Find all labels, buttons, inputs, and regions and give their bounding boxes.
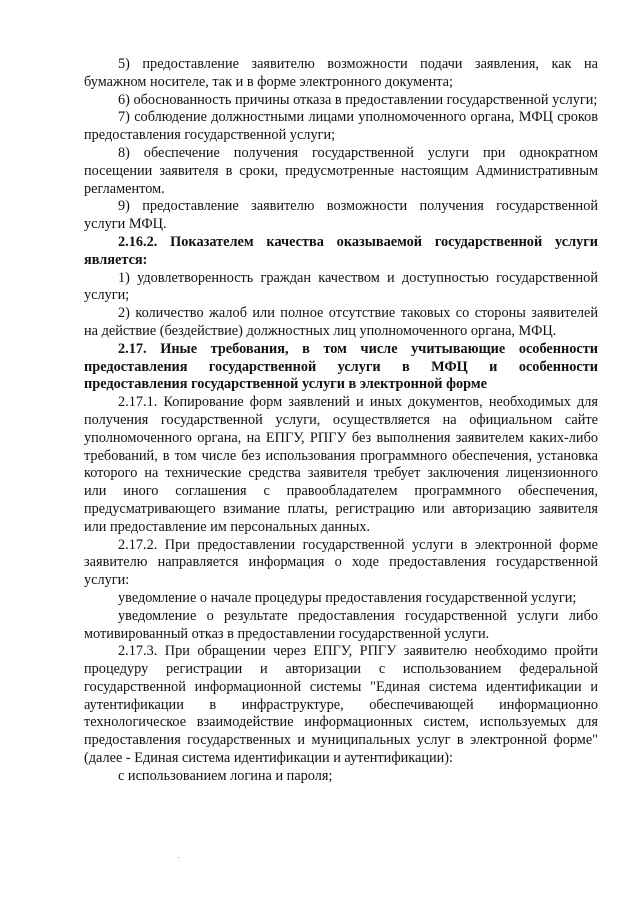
login-password-item: с использованием логина и пароля; <box>118 767 333 784</box>
paragraph-2-17-1: 2.17.1. Копирование форм заявлений и иных документов, необходимых для получения государственной услуги, осуществляется на официальном сайте уполномоченного органа, на ЕПГУ, РПГУ без выполнения заявителем каких-либо требований, в том числе без использования программного обеспечения, установка которого на технические средства заявителя требует заключения лицензионного или иного соглашения с правообладателем программного обеспечения, предусматривающего взимание платы, регистрацию или авторизацию заявителя или предоставление им персональных данных. <box>84 394 598 535</box>
section-heading-2-16-2: 2.16.2. Показателем качества оказываемой государственной услуги является: <box>84 233 598 268</box>
paragraph-2-17-3: 2.17.3. При обращении через ЕПГУ, РПГУ заявителю необходимо пройти процедуру регистрации и авторизации с использованием федеральной государственной информационной системы "Единая система идентификации и аутентификации в инфраструктуре, обеспечивающей информационно технологическое взаимодействие информационных систем, используемых для предоставления государственных и муниципальных услуг в электронной форме" (далее - Единая система идентификации и аутентификации): <box>84 643 598 767</box>
section-heading-2-17: 2.17. Иные требования, в том числе учитывающие особенности предоставления государственной услуги в МФЦ и особенности предоставления государственной услуги в электронной форме <box>84 340 598 393</box>
quality-item-1: 1) удовлетворенность граждан качеством и доступностью государственной услуги; <box>84 269 598 304</box>
scan-speck <box>178 857 179 858</box>
list-item-5: 5) предоставление заявителю возможности подачи заявления, как на бумажном носителе, так и в форме электронного документа; <box>84 56 598 90</box>
notification-start: уведомление о начале процедуры предоставления государственной услуги; <box>118 589 577 606</box>
notification-result: уведомление о результате предоставления государственной услуги либо мотивированный отказ в предоставлении государственной услуги. <box>84 607 598 642</box>
list-item-8: 8) обеспечение получения государственной услуги при однократном посещении заявителя в сроки, предусмотренные настоящим Административным регламентом. <box>84 144 598 197</box>
list-item-9: 9) предоставление заявителю возможности получения государственной услуги МФЦ. <box>84 198 598 233</box>
list-item-6: 6) обоснованность причины отказа в предоставлении государственной услуги; <box>118 91 598 108</box>
paragraph-2-17-2: 2.17.2. При предоставлении государственной услуги в электронной форме заявителю направляется информация о ходе предоставления государственной услуги: <box>84 536 598 589</box>
quality-item-2: 2) количество жалоб или полное отсутствие таковых со стороны заявителей на действие (бездействие) должностных лиц уполномоченного органа, МФЦ. <box>84 305 598 339</box>
list-item-7: 7) соблюдение должностными лицами уполномоченного органа, МФЦ сроков предоставления государственной услуги; <box>84 109 598 144</box>
document-body <box>84 56 598 786</box>
